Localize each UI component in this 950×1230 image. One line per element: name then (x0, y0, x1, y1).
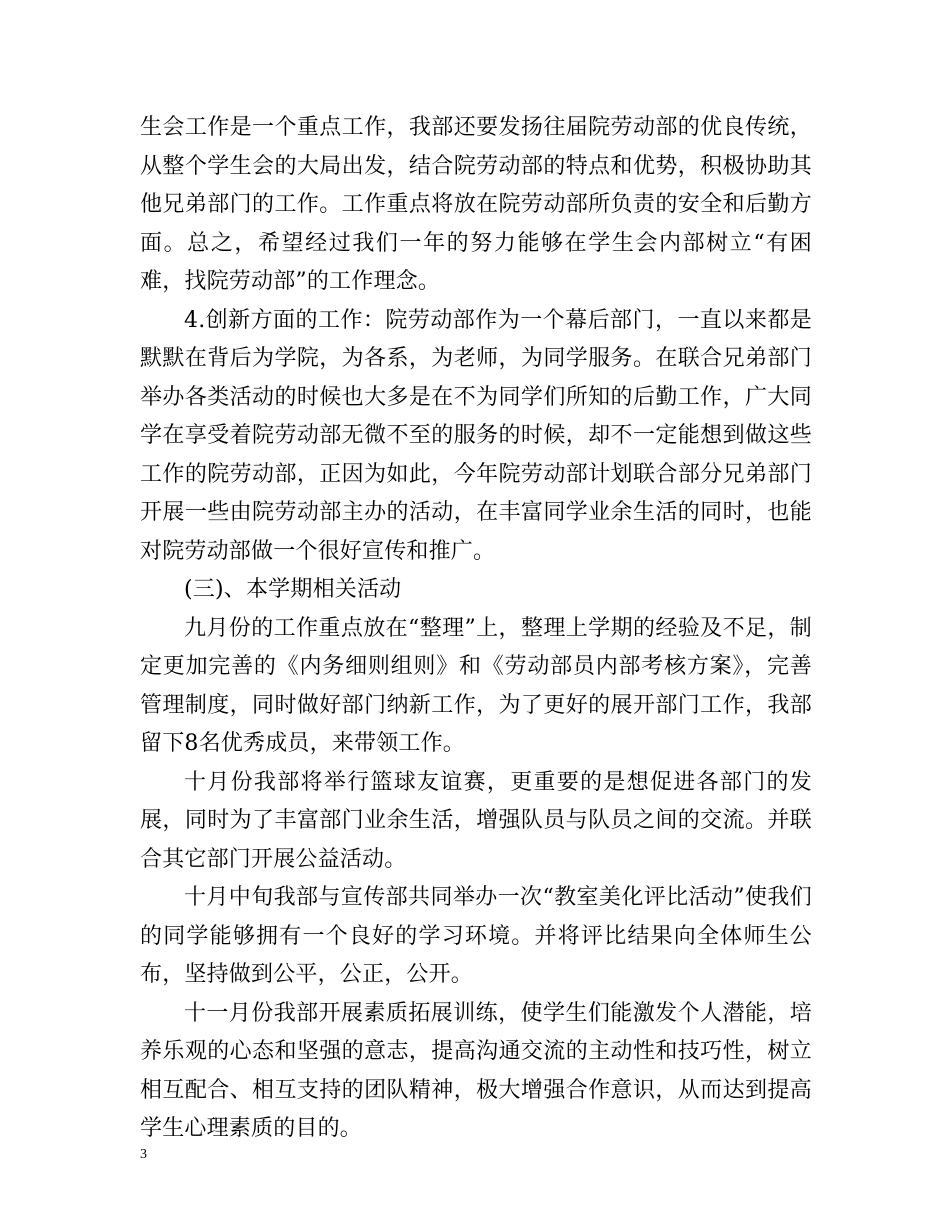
paragraph-october: 十月份我部将举行篮球友谊赛，更重要的是想促进各部门的发展，同时为了丰富部门业余生活，增强队员与队员之间的交流。并联合其它部门开展公益活动。 (140, 769, 812, 872)
paragraph-innovation-work: 4.创新方面的工作：院劳动部作为一个幕后部门，一直以来都是默默在背后为学院，为各系，为老师，为同学服务。在联合兄弟部门举办各类活动的时候也大多是在不为同学们所知的后勤工作，广大同学在享受着院劳动部无微不至的服务的时候，却不一定能想到做这些工作的院劳动部，正因为如此，今年院劳动部计划联合部分兄弟部门开展一些由院劳动部主办的活动，在丰富同学业余生活的同时，也能对院劳动部做一个很好宣传和推广。 (140, 307, 812, 564)
paragraph-november: 十一月份我部开展素质拓展训练，使学生们能激发个人潜能，培养乐观的心态和坚强的意志，提高沟通交流的主动性和技巧性，树立相互配合、相互支持的团队精神，极大增强合作意识，从而达到提高学生心理素质的目的。 (140, 1000, 812, 1141)
paragraph-mid-october: 十月中旬我部与宣传部共同举办一次“教室美化评比活动”使我们的同学能够拥有一个良好的学习环境。并将评比结果向全体师生公布，坚持做到公平，公正，公开。 (140, 885, 812, 987)
document-body (140, 109, 812, 1149)
section-heading-semester-activities: (三)、本学期相关活动 (184, 577, 402, 602)
page-number: 3 (140, 1147, 147, 1162)
paragraph-continuation: 生会工作是一个重点工作，我部还要发扬往届院劳动部的优良传统，从整个学生会的大局出发，结合院劳动部的特点和优势，积极协助其他兄弟部门的工作。工作重点将放在院劳动部所负责的安全和后勤方面。总之，希望经过我们一年的努力能够在学生会内部树立“有困难，找院劳动部”的工作理念。 (140, 115, 812, 294)
paragraph-september: 九月份的工作重点放在“整理”上，整理上学期的经验及不足，制定更加完善的《内务细则组则》和《劳动部员内部考核方案》，完善管理制度，同时做好部门纳新工作，为了更好的展开部门工作，我部留下8名优秀成员，来带领工作。 (140, 615, 812, 756)
